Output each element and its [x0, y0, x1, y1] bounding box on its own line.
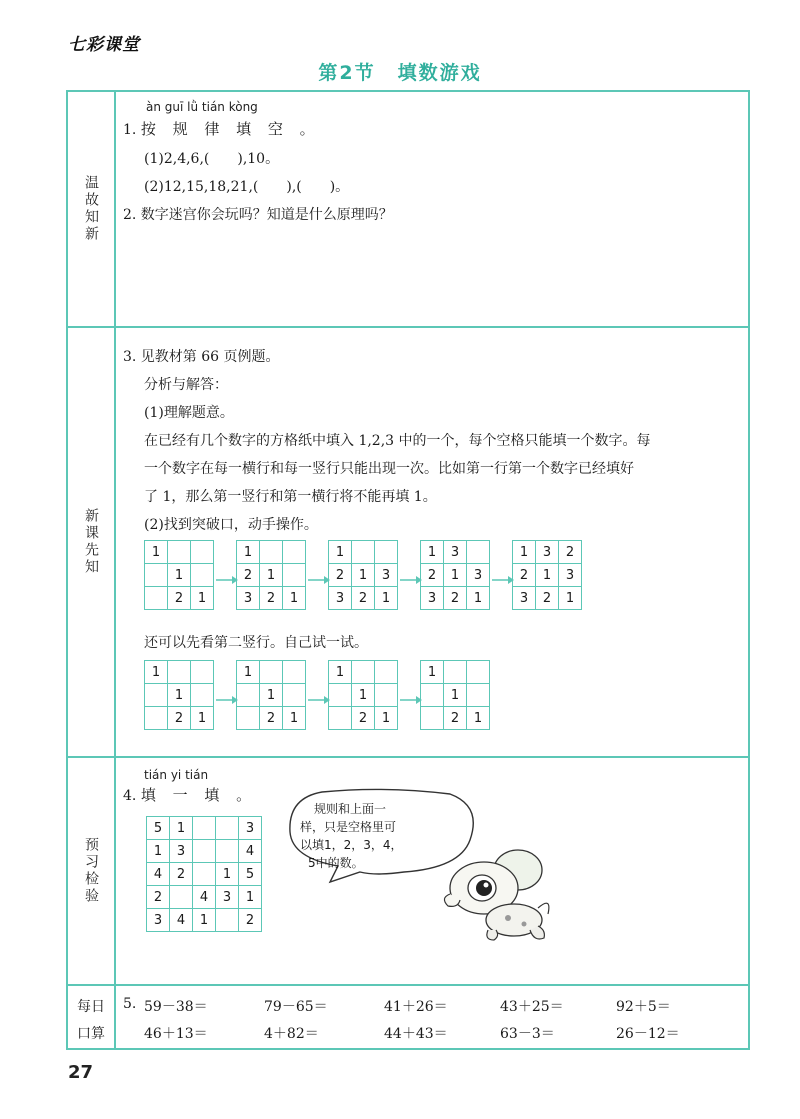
grid-cell: 1 [145, 661, 168, 684]
grid-cell: 1 [421, 661, 444, 684]
grid-cell [444, 661, 467, 684]
calc-item: 4＋82＝ [264, 1026, 319, 1042]
grid-cell[interactable] [193, 840, 216, 863]
grid-cell: 2 [329, 564, 352, 587]
grid-cell [467, 661, 490, 684]
grid-cell: 1 [283, 587, 306, 610]
grid-cell [145, 684, 168, 707]
newlesson-label: 新课先知 [83, 508, 99, 576]
grid-cell [283, 684, 306, 707]
grid-cell [168, 661, 191, 684]
q1-part-a: (1)2,4,6,( ),10。 [144, 151, 280, 167]
grid-cell [283, 661, 306, 684]
section-title [0, 58, 800, 85]
analysis-label: 分析与解答： [144, 377, 228, 393]
grid-cell: 2 [536, 587, 559, 610]
grid-cell: 1 [444, 684, 467, 707]
grid-cell [467, 541, 490, 564]
grid-cell [467, 684, 490, 707]
grid-cell: 3 [467, 564, 490, 587]
arrow-right-icon [216, 576, 238, 584]
grid-cell: 2 [444, 587, 467, 610]
grid-cell: 3 [170, 840, 193, 863]
grid-cell: 1 [559, 587, 582, 610]
grid-cell: 2 [513, 564, 536, 587]
grid-cell[interactable] [170, 886, 193, 909]
grid-cell: 1 [283, 707, 306, 730]
calc-item: 59－38＝ [144, 999, 208, 1015]
grid-cell: 1 [536, 564, 559, 587]
calc-item: 79－65＝ [264, 999, 328, 1015]
grid-cell: 3 [375, 564, 398, 587]
step-grid-4 [420, 660, 490, 730]
grid-cell: 1 [237, 541, 260, 564]
worksheet-frame [66, 90, 750, 1050]
grid-cell [375, 684, 398, 707]
calc-item: 43＋25＝ [500, 999, 564, 1015]
grid-cell: 1 [444, 564, 467, 587]
q3-text: 3. 见教材第 66 页例题。 [123, 349, 280, 365]
label-column-divider [114, 92, 116, 1048]
grid-cell: 1 [191, 707, 214, 730]
grid-cell [283, 541, 306, 564]
grid-cell: 2 [421, 564, 444, 587]
grid-cell: 3 [444, 541, 467, 564]
explanation-line-2: 一个数字在每一横行和每一竖行只能出现一次。比如第一行第一个数字已经填好 [144, 461, 634, 477]
grid-cell: 1 [375, 707, 398, 730]
grid-cell: 3 [513, 587, 536, 610]
brand-logo: 七彩课堂 [68, 35, 140, 55]
step-grid-3 [328, 540, 398, 610]
grid-cell: 4 [239, 840, 262, 863]
grid-cell [329, 684, 352, 707]
grid-cell [283, 564, 306, 587]
explanation-line-3: 了 1，那么第一竖行和第一横行将不能再填 1。 [144, 489, 437, 505]
grid-cell [421, 707, 444, 730]
grid-cell [145, 587, 168, 610]
preview-label: 预习检验 [83, 837, 99, 905]
row-divider-2 [68, 756, 748, 758]
arrow-right-icon [216, 696, 238, 704]
grid-cell [191, 684, 214, 707]
grid-cell[interactable] [193, 863, 216, 886]
grid-cell [352, 541, 375, 564]
step-grid-1 [144, 540, 214, 610]
step-grid-1 [144, 660, 214, 730]
grid-cell [168, 541, 191, 564]
grid-cell [191, 541, 214, 564]
grid-cell [191, 564, 214, 587]
grid-cell: 1 [147, 840, 170, 863]
bubble-line-4: 5中的数。 [308, 856, 364, 870]
q4-number: 4. [123, 788, 137, 804]
q1-number: 1. [123, 122, 137, 138]
grid-cell [237, 707, 260, 730]
try-yourself-text: 还可以先看第二竖行。自己试一试。 [144, 635, 368, 651]
warmup-label: 温故知新 [83, 175, 99, 243]
grid-cell: 3 [559, 564, 582, 587]
grid-cell: 2 [168, 707, 191, 730]
explanation-line-1: 在已经有几个数字的方格纸中填入 1,2,3 中的一个，每个空格只能填一个数字。每 [144, 433, 651, 449]
grid-cell: 1 [260, 684, 283, 707]
arrow-right-icon [492, 576, 514, 584]
calc-item: 26－12＝ [616, 1026, 680, 1042]
grid-cell: 5 [147, 817, 170, 840]
bubble-line-3: 以填1，2，3，4， [300, 838, 403, 852]
grid-cell [329, 707, 352, 730]
grid-cell: 2 [147, 886, 170, 909]
grid-cell: 1 [421, 541, 444, 564]
calc-item: 44＋43＝ [384, 1026, 448, 1042]
grid-cell [375, 541, 398, 564]
grid-cell: 3 [216, 886, 239, 909]
grid-cell: 1 [145, 541, 168, 564]
grid-cell [260, 541, 283, 564]
grid-cell: 1 [352, 684, 375, 707]
q1-part-b: (2)12,15,18,21,( ),( )。 [144, 179, 350, 195]
q1-pinyin: àn guī lǜ tián kòng [146, 100, 258, 114]
grid-cell: 1 [329, 661, 352, 684]
q5-number: 5. [123, 996, 137, 1012]
calc-item: 46＋13＝ [144, 1026, 208, 1042]
grid-cell: 3 [421, 587, 444, 610]
cartoon-dog-illustration [438, 836, 558, 948]
grid-cell: 1 [352, 564, 375, 587]
grid-cell: 2 [444, 707, 467, 730]
grid-cell [421, 684, 444, 707]
grid-cell[interactable] [216, 817, 239, 840]
fill-grid-5x5 [146, 816, 262, 932]
grid-cell [145, 707, 168, 730]
grid-cell: 2 [239, 909, 262, 932]
grid-cell: 2 [260, 587, 283, 610]
grid-cell: 1 [329, 541, 352, 564]
grid-cell: 1 [237, 661, 260, 684]
bubble-line-1: 规则和上面一 [314, 802, 387, 816]
grid-cell: 2 [260, 707, 283, 730]
q4-text: 填 一 填 。 [140, 786, 258, 804]
step-grid-5 [512, 540, 582, 610]
grid-cell: 3 [239, 817, 262, 840]
row-divider-3 [68, 984, 748, 986]
bubble-line-2: 样，只是空格里可 [300, 820, 397, 834]
grid-cell: 1 [168, 684, 191, 707]
grid-cell: 1 [239, 886, 262, 909]
grid-cell[interactable] [216, 840, 239, 863]
grid-cell[interactable] [216, 909, 239, 932]
arrow-right-icon [308, 696, 330, 704]
grid-cell[interactable] [193, 817, 216, 840]
grid-cell: 2 [352, 707, 375, 730]
grid-cell: 5 [239, 863, 262, 886]
calc-item: 92＋5＝ [616, 999, 671, 1015]
arrow-right-icon [308, 576, 330, 584]
step-grid-2 [236, 660, 306, 730]
step-grid-4 [420, 540, 490, 610]
step2-text: (2)找到突破口，动手操作。 [144, 517, 318, 533]
grid-cell: 1 [168, 564, 191, 587]
grid-cell: 2 [237, 564, 260, 587]
q4-pinyin: tián yi tián [144, 768, 209, 782]
grid-cell: 2 [168, 587, 191, 610]
grid-cell: 2 [170, 863, 193, 886]
q2-text: 2. 数字迷宫你会玩吗？知道是什么原理吗？ [123, 207, 393, 223]
q1-text: 按 规 律 填 空 。 [140, 120, 321, 138]
grid-cell [145, 564, 168, 587]
grid-cell: 4 [170, 909, 193, 932]
grid-cell: 1 [467, 587, 490, 610]
section-number: 第2节 [318, 62, 376, 84]
grid-cell [191, 661, 214, 684]
row-divider-1 [68, 326, 748, 328]
grid-cell: 3 [329, 587, 352, 610]
page-number: 27 [68, 1062, 94, 1083]
grid-cell: 3 [147, 909, 170, 932]
grid-cell: 1 [170, 817, 193, 840]
grid-cell: 3 [237, 587, 260, 610]
grid-cell: 1 [513, 541, 536, 564]
grid-cell [375, 661, 398, 684]
daily-label-1: 每日 [77, 999, 105, 1015]
grid-cell: 1 [216, 863, 239, 886]
grid-cell: 1 [467, 707, 490, 730]
grid-cell: 2 [352, 587, 375, 610]
arrow-right-icon [400, 696, 422, 704]
grid-cell: 1 [193, 909, 216, 932]
calc-item: 41＋26＝ [384, 999, 448, 1015]
grid-cell: 3 [536, 541, 559, 564]
grid-cell [260, 661, 283, 684]
grid-cell: 1 [375, 587, 398, 610]
grid-cell: 1 [191, 587, 214, 610]
grid-cell: 2 [559, 541, 582, 564]
grid-cell: 1 [260, 564, 283, 587]
calc-item: 63－3＝ [500, 1026, 555, 1042]
step-grid-3 [328, 660, 398, 730]
grid-cell [237, 684, 260, 707]
grid-cell: 4 [193, 886, 216, 909]
step-grid-2 [236, 540, 306, 610]
grid-cell: 4 [147, 863, 170, 886]
grid-cell [352, 661, 375, 684]
arrow-right-icon [400, 576, 422, 584]
daily-label-2: 口算 [77, 1026, 105, 1042]
section-name: 填数游戏 [397, 62, 482, 84]
step1-text: (1)理解题意。 [144, 405, 234, 421]
